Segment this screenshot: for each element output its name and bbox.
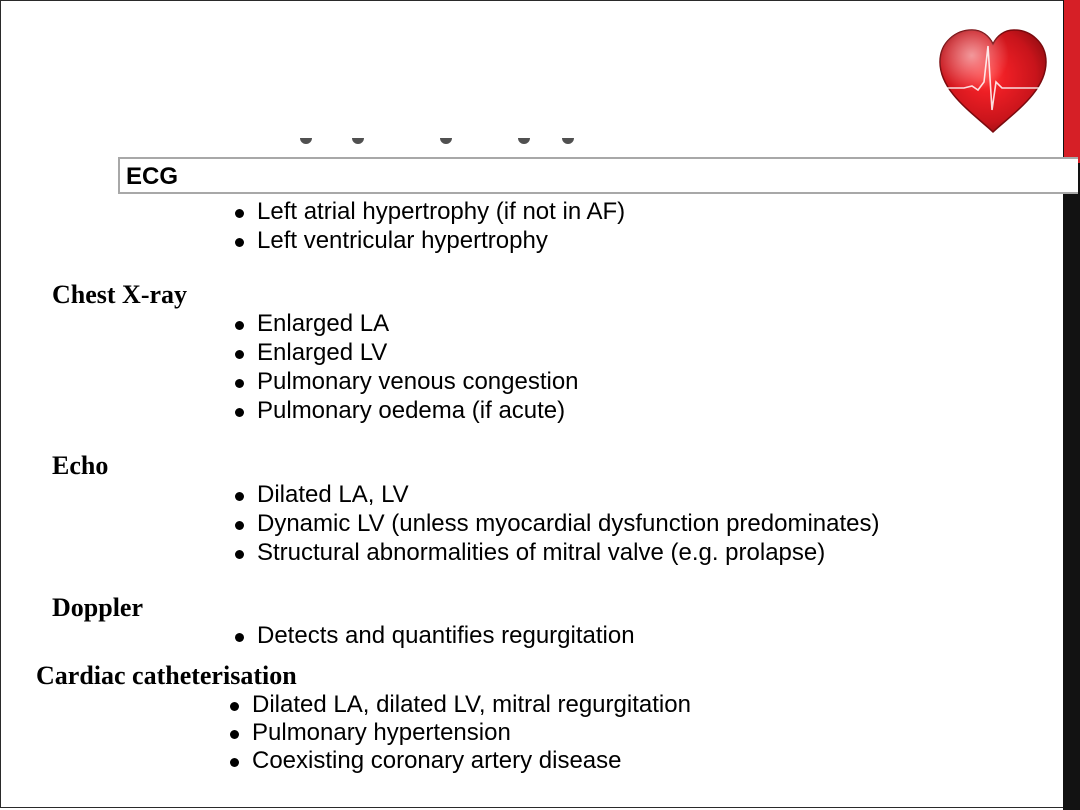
- list-item: Left ventricular hypertrophy: [234, 227, 625, 256]
- ecg-heading: ECG: [126, 163, 179, 190]
- bullet-icon: [230, 758, 239, 767]
- bullet-icon: [235, 492, 244, 501]
- list-item: Dilated LA, dilated LV, mitral regurgitation: [229, 691, 691, 719]
- bullet-icon: [235, 321, 244, 330]
- list-item: Enlarged LV: [234, 339, 579, 368]
- heart-icon: [934, 26, 1052, 136]
- bullet-icon: [230, 702, 239, 711]
- bullet-icon: [235, 521, 244, 530]
- echo-heading: Echo: [52, 451, 109, 480]
- list-item: Pulmonary hypertension: [229, 719, 691, 747]
- cardiac-cath-list: [229, 691, 691, 775]
- accent-bar: [1064, 0, 1080, 163]
- list-item: Pulmonary venous congestion: [234, 368, 579, 397]
- bullet-icon: [230, 730, 239, 739]
- bullet-icon: [235, 379, 244, 388]
- bullet-icon: [235, 408, 244, 417]
- ecg-header-box: [118, 157, 1078, 194]
- bullet-icon: [235, 633, 244, 642]
- list-item: Dynamic LV (unless myocardial dysfunction predominates): [234, 510, 880, 539]
- bullet-icon: [235, 350, 244, 359]
- bullet-icon: [235, 550, 244, 559]
- echo-list: [234, 481, 880, 568]
- chest-xray-list: [234, 310, 579, 426]
- bullet-icon: [235, 209, 244, 218]
- list-item: Pulmonary oedema (if acute): [234, 397, 579, 426]
- list-item: Coexisting coronary artery disease: [229, 747, 691, 775]
- list-item: Enlarged LA: [234, 310, 579, 339]
- clipped-text-line: [300, 138, 600, 154]
- list-item: Detects and quantifies regurgitation: [234, 622, 635, 651]
- cardiac-cath-heading: Cardiac catheterisation: [36, 661, 297, 690]
- list-item: Dilated LA, LV: [234, 481, 880, 510]
- bullet-icon: [235, 238, 244, 247]
- chest-xray-heading: Chest X-ray: [52, 280, 188, 309]
- list-item: Structural abnormalities of mitral valve (e.g. prolapse): [234, 539, 880, 568]
- ecg-list: [234, 198, 625, 256]
- list-item: Left atrial hypertrophy (if not in AF): [234, 198, 625, 227]
- doppler-list: [234, 622, 635, 651]
- doppler-heading: Doppler: [52, 593, 143, 622]
